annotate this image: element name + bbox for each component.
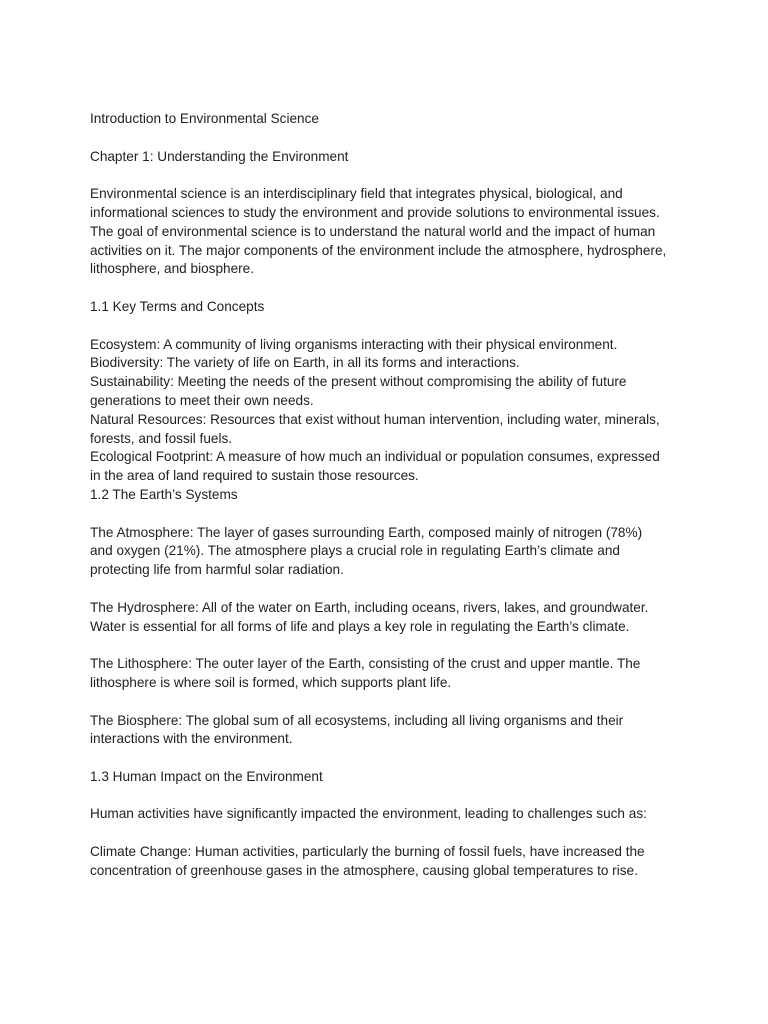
- section-heading: 1.2 The Earth’s Systems: [90, 486, 238, 502]
- paragraph-line: concentration of greenhouse gases in the atmosphere, causing global temperatures to rise.: [90, 862, 638, 878]
- hydrosphere-paragraph: [90, 599, 690, 637]
- paragraph-line: protecting life from harmful solar radiation.: [90, 562, 344, 578]
- spacer: [90, 749, 690, 768]
- spacer: [90, 129, 690, 148]
- biosphere-paragraph: [90, 712, 690, 750]
- paragraph-line: Climate Change: Human activities, particularly the burning of fossil fuels, have increased the: [90, 844, 645, 860]
- spacer: [90, 787, 690, 806]
- paragraph-line: interactions with the environment.: [90, 731, 293, 747]
- paragraph-line: lithosphere is where soil is formed, which supports plant life.: [90, 674, 452, 690]
- spacer: [90, 279, 690, 298]
- term-ecosystem: Ecosystem: A community of living organisms interacting with their physical environment.: [90, 336, 618, 352]
- paragraph-line: and oxygen (21%). The atmosphere plays a crucial role in regulating Earth’s climate and: [90, 543, 620, 559]
- term-sustainability: Sustainability: Meeting the needs of the present without compromising the ability of future: [90, 374, 627, 390]
- key-terms-list: [90, 336, 690, 486]
- term-sustainability-cont: generations to meet their own needs.: [90, 392, 314, 408]
- spacer: [90, 636, 690, 655]
- paragraph-line: Environmental science is an interdisciplinary field that integrates physical, biological, and: [90, 186, 623, 202]
- lithosphere-paragraph: [90, 655, 690, 693]
- climate-change-paragraph: [90, 843, 690, 881]
- paragraph-line: lithosphere, and biosphere.: [90, 261, 254, 277]
- spacer: [90, 317, 690, 336]
- term-ecological-footprint-cont: in the area of land required to sustain those resources.: [90, 468, 419, 484]
- document-title: Introduction to Environmental Science: [90, 111, 319, 126]
- paragraph-line: The Hydrosphere: All of the water on Earth, including oceans, rivers, lakes, and groundwater.: [90, 599, 649, 615]
- document-page: [90, 110, 690, 881]
- term-natural-resources-cont: forests, and fossil fuels.: [90, 430, 233, 446]
- spacer: [90, 693, 690, 712]
- spacer: [90, 824, 690, 843]
- paragraph-line: Water is essential for all forms of life and plays a key role in regulating the Earth’s climate.: [90, 618, 630, 634]
- paragraph-line: informational sciences to study the environment and provide solutions to environmental issues.: [90, 204, 660, 220]
- section-heading: 1.3 Human Impact on the Environment: [90, 768, 323, 784]
- atmosphere-paragraph: [90, 524, 690, 580]
- paragraph-line: The Biosphere: The global sum of all ecosystems, including all living organisms and their: [90, 712, 624, 728]
- term-natural-resources: Natural Resources: Resources that exist without human intervention, including water, minerals,: [90, 411, 660, 427]
- paragraph-line: The Atmosphere: The layer of gases surrounding Earth, composed mainly of nitrogen (78%): [90, 524, 643, 540]
- term-ecological-footprint: Ecological Footprint: A measure of how much an individual or population consumes, expressed: [90, 449, 660, 465]
- spacer: [90, 505, 690, 524]
- paragraph-line: activities on it. The major components of the environment include the atmosphere, hydrosphere,: [90, 242, 667, 258]
- chapter-heading: Chapter 1: Understanding the Environment: [90, 148, 349, 164]
- paragraph-line: The Lithosphere: The outer layer of the Earth, consisting of the crust and upper mantle. The: [90, 656, 641, 672]
- intro-paragraph: [90, 185, 690, 279]
- spacer: [90, 166, 690, 185]
- paragraph-line: The goal of environmental science is to understand the natural world and the impact of human: [90, 223, 656, 239]
- term-biodiversity: Biodiversity: The variety of life on Earth, in all its forms and interactions.: [90, 355, 520, 371]
- spacer: [90, 580, 690, 599]
- human-impact-intro: Human activities have significantly impacted the environment, leading to challenges such as:: [90, 806, 647, 822]
- section-heading: 1.1 Key Terms and Concepts: [90, 298, 265, 314]
